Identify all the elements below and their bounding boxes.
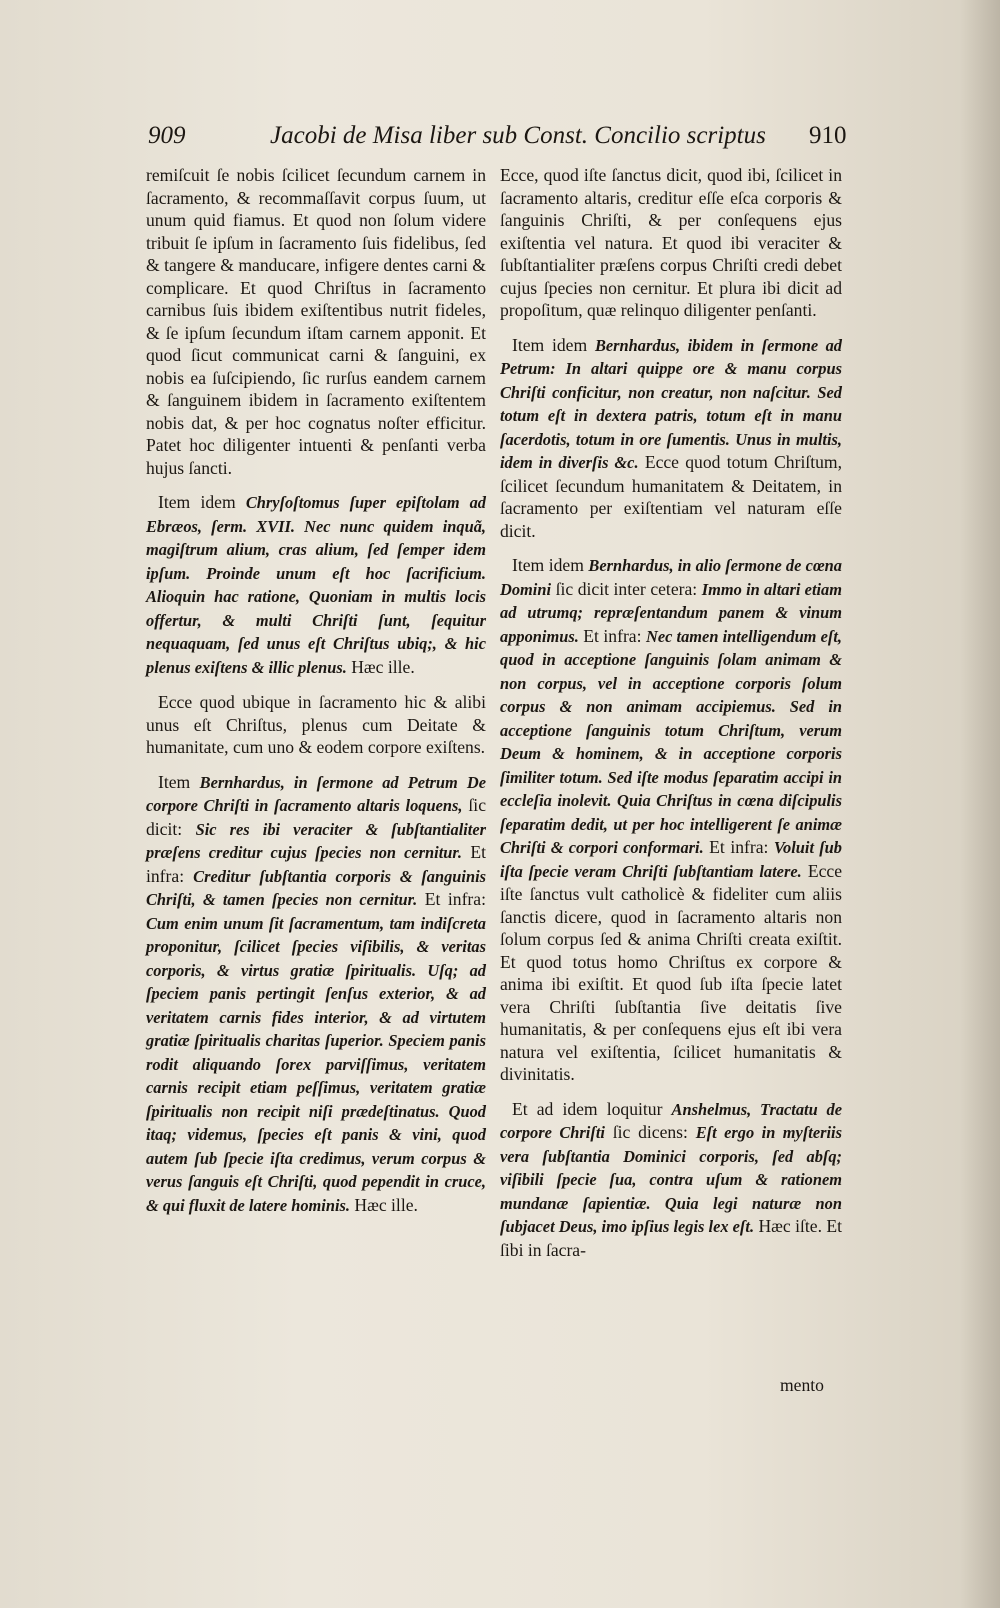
body-text: ſic dicens:	[604, 1122, 696, 1142]
quotation-text: Chryſoſtomus ſuper epiſtolam ad Ebræos, ſerm. XVII. Nec nunc quidem inquã, magiſtrum alium, cras alium, ſed ſemper idem ipſum. Proinde unum eſt hoc ſacrificium. Alioquin hac ratione, Quoniam in multis locis offertur, & multi Chriſti ſunt, ſequitur nequaquam, ſed unus eſt Chriſtus ubiq;, & hic plenus exiſtens & illic plenus.	[146, 493, 486, 677]
body-text: Ecce, quod iſte ſanctus dicit, quod ibi, ſcilicet in ſacramento altaris, creditur eſſe eſca corporis & ſanguinis Chriſti, & per conſequens ejus exiſtentia vel natura. Et quod ibi veraciter & ſubſtantialiter præſens corpus Chriſti credi debet cujus ſpecies non cernitur. Et plura ibi dicit ad propoſitum, quæ relinquo diligenter penſanti.	[500, 165, 842, 320]
quotation-text: Anshelmus, Tractatu de corpore Chriſti	[500, 1099, 842, 1142]
body-text: Item idem	[512, 555, 589, 575]
quotation-text: Eſt ergo in myſteriis vera ſubſtantia Dominici corporis, ſed abſq; viſibili ſpecie ſua, contra uſum & rationem mundanæ ſapientiæ. Quia legi naturæ non ſubjacet Deus, imo ipſius legis lex eſt.	[500, 1123, 842, 1236]
quotation-text: Bernhardus, in ſermone ad Petrum De corpore Chriſti in ſacramento altaris loquens,	[146, 772, 486, 815]
body-text: Item idem	[512, 334, 595, 355]
paragraph	[500, 334, 842, 543]
running-title: Jacobi de Misa liber sub Const. Concilio scriptus	[270, 122, 766, 149]
body-text: Hæc ille.	[346, 656, 415, 677]
body-text: ſic dicit:	[146, 795, 486, 839]
left-column	[146, 164, 486, 1217]
paragraph	[500, 164, 842, 322]
body-text: remiſcuit ſe nobis ſcilicet ſecundum carnem in ſacramento, & recommaſſavit corpus ſuum, ut unum quid fiamus. Et quod non ſolum videre tribuit ſe ipſum in ſacramento ſuis fidelibus, ſed & tangere & manducare, infigere dentes carni & complicare. Et quod Chriſtus in ſacramento carnibus ſuis ibidem exiſtentibus nutrit fideles, & ſe ipſum ſecundum iſtam carnem apponit. Et quod ſicut communicat carni & ſanguini, ex nobis ea ſuſcipiendo, ſic rurſus eandem carnem & ſanguinem ibidem in ſacramento exiſtentem nobis dat, & per hoc cognatus noſter efficitur. Patet hoc diligenter intuenti & penſanti verba hujus ſancti.	[146, 165, 486, 478]
body-text: Hæc iſte. Et ſibi in ſacra-	[500, 1216, 843, 1260]
body-text: ſic dicit inter cetera:	[551, 578, 702, 599]
paragraph	[146, 491, 486, 679]
body-text: Et infra:	[703, 837, 774, 857]
right-column	[500, 164, 842, 1261]
body-text: Item	[158, 771, 200, 792]
binding-shadow	[960, 0, 1000, 1608]
running-header	[148, 122, 848, 162]
body-text: Et infra:	[417, 889, 486, 909]
paragraph	[146, 691, 486, 759]
body-text: Et ad idem loquitur	[512, 1098, 672, 1119]
page-number-left: 909	[148, 122, 186, 149]
quotation-text: Voluit ſub iſta ſpecie veram Chriſti ſubſtantiam latere.	[500, 838, 842, 881]
quotation-text: Bernhardus, in alio ſermone de cœna Domini	[500, 556, 842, 599]
paragraph	[146, 164, 486, 479]
quotation-text: Sic res ibi veraciter & ſubſtantialiter præſens creditur cujus ſpecies non cernitur.	[146, 819, 487, 862]
body-text: Et infra:	[146, 842, 486, 886]
catchword: mento	[780, 1375, 824, 1395]
body-text: Et infra:	[578, 625, 646, 646]
quotation-text: Nec tamen intelligendum eſt, quod in acceptione ſanguinis ſolam animam & non corpus, vel in acceptione corporis ſolum corpus & non animam accipiemus. Sed in acceptione ſanguinis totum Chriſtum, verum Deum & hominem, & in acceptione corporis ſimiliter totum. Sed iſte modus ſeparatim accipi in eccleſia inolevit. Quia Chriſtus in cœna diſcipulis ſeparatim dedit, ut per hoc intelligerent ſe animæ Chriſti & corpori conformari.	[500, 626, 842, 857]
body-text: Hæc ille.	[350, 1194, 418, 1215]
paragraph	[146, 771, 486, 1218]
quotation-text: Cum enim unum ſit ſacramentum, tam indiſcreta proponitur, ſcilicet ſpecies viſibilis, & veritas corporis, & virtus gratiæ ſpiritualis. Uſq; ad ſpeciem panis pertingit ſenſus exterior, & ad veritatem carnis fides interior, & ad virtutem gratiæ ſpiritualis charitas ſuperior. Speciem panis rodit aliquando ſorex parviſſimus, veritatem carnis recipit etiam peſſimus, veritatem gratiæ ſpiritualis non recipit niſi prædeſtinatus. Quod itaq; videmus, ſpecies eſt panis & vini, quod autem ſub ſpecie iſta credimus, verum corpus & verus ſanguis eſt Chriſti, quod pependit in cruce, & qui fluxit de latere hominis.	[146, 913, 486, 1215]
page-number-right: 910	[809, 122, 847, 149]
quotation-text: Bernhardus, ibidem in ſermone ad Petrum: In altari quippe ore & manu corpus Chriſti conficitur, non creatur, non naſcitur. Sed totum eſt in dextera patris, totum eſt in manu ſacerdotis, totum in ore ſumentis. Unus in multis, idem in diverſis &c.	[500, 335, 842, 472]
quotation-text: Immo in altari etiam ad utrumq; repræſentandum panem & vinum apponimus.	[500, 579, 842, 646]
paragraph	[500, 554, 842, 1086]
quotation-text: Creditur ſubſtantia corporis & ſanguinis Chriſti, & tamen ſpecies non cernitur.	[146, 866, 486, 909]
body-text: Ecce quod totum Chriſtum, ſcilicet ſecundum humanitatem & Deitatem, in ſacramento per exiſtentiam vel naturam eſſe dicit.	[500, 452, 842, 541]
body-text: Ecce iſte ſanctus vult catholicè & fideliter cum aliis ſanctis dicere, quod in ſacramento altaris non ſolum corpus ſed & anima Chriſti creata exiſtit. Et quod totus homo Chriſtus ex corpore & anima ibi exiſtit. Et quod ſub iſta ſpecie latet vera Chriſti ſubſtantia ſive deitatis ſive humanitatis, & per conſequens ejus eſt ibi vera natura vel exiſtentia, ſcilicet humanitatis & divinitatis.	[500, 860, 842, 1084]
paragraph	[500, 1098, 842, 1262]
body-text: Item idem	[158, 492, 246, 512]
body-text: Ecce quod ubique in ſacramento hic & alibi unus eſt Chriſtus, plenus cum Deitate & humanitate, cum uno & eodem corpore exiſtens.	[146, 692, 486, 757]
